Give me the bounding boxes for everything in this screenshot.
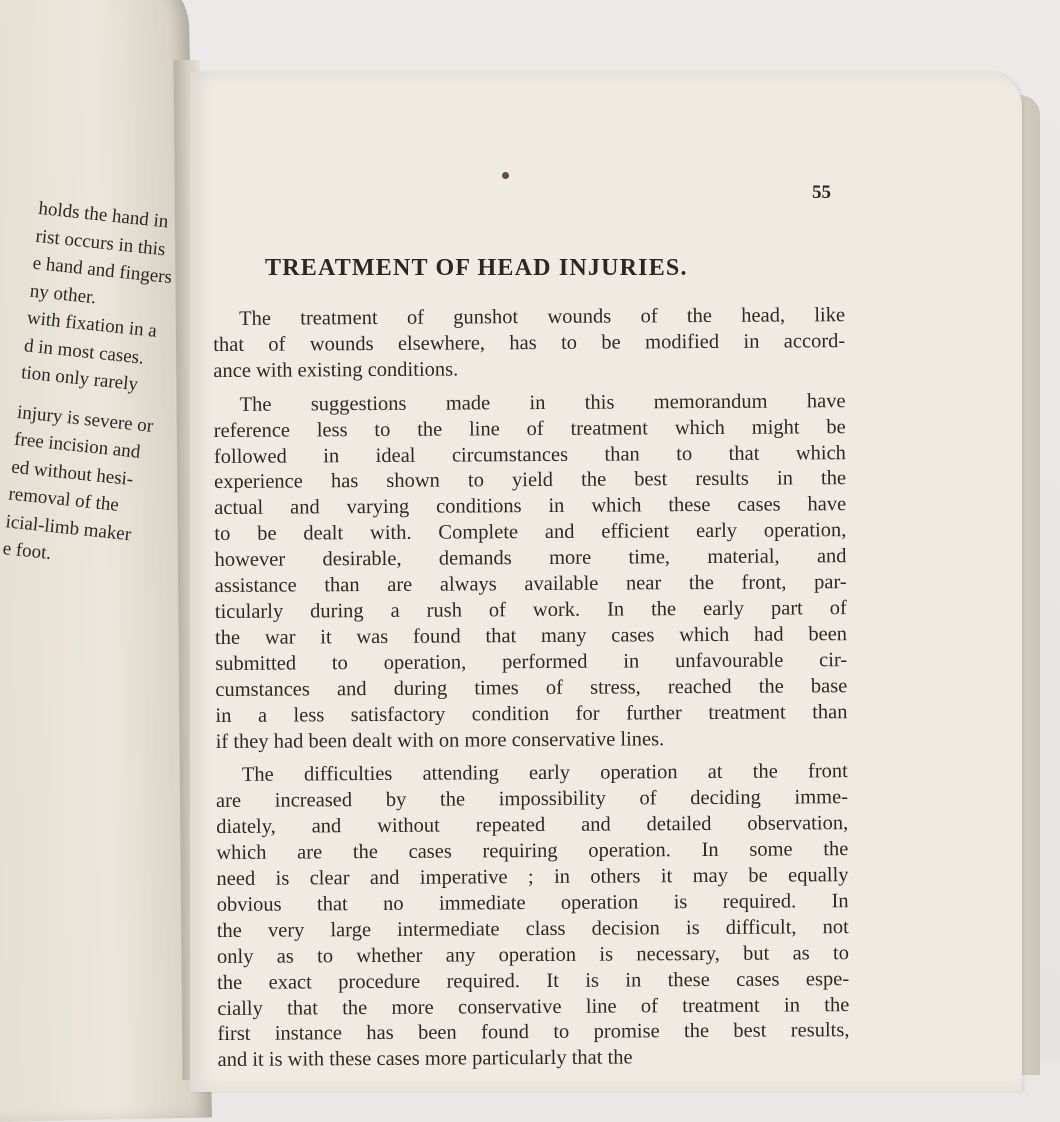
left-page-line: e foot. <box>1 538 53 565</box>
text-line: The suggestions made in this memorandum have <box>239 389 846 416</box>
left-page-line: rist occurs in this <box>34 225 167 260</box>
text-line: assistance than are always available near the front, par- <box>214 571 847 598</box>
left-page-line: tion only rarely <box>20 362 139 396</box>
text-line: The difficulties attending early operation at the front <box>241 760 848 787</box>
left-page-line: removal of the <box>7 483 120 516</box>
text-line: cially that the more conservative line of treatment in the <box>217 993 850 1020</box>
left-page-line: with fixation in a <box>25 307 158 342</box>
body-text <box>213 303 850 1082</box>
text-line: that of wounds elsewhere, has to be modified in accord- <box>213 330 846 356</box>
left-page-line: ny other. <box>28 280 98 308</box>
page-title: TREATMENT OF HEAD INJURIES. <box>265 255 688 281</box>
paper-speck <box>502 172 509 179</box>
text-line: ance with existing conditions. <box>213 358 459 382</box>
text-line: The treatment of gunshot wounds of the head, like <box>239 304 846 330</box>
text-line: only as to whether any operation is necessary, but as to <box>216 941 850 968</box>
text-line: need is clear and imperative ; in others it may be equally <box>216 864 849 891</box>
left-page-line: ed without hesi- <box>10 456 135 490</box>
text-line: the very large intermediate class decision is difficult, not <box>216 915 849 942</box>
text-line: however desirable, demands more time, material, and <box>214 545 847 572</box>
paragraph <box>214 389 848 756</box>
text-line: and it is with these cases more particularly that the <box>217 1046 633 1072</box>
left-page-line: holds the hand in <box>37 197 170 233</box>
left-page-line: free incision and <box>13 428 142 463</box>
text-line: actual and varying conditions in which these cases have <box>214 493 847 520</box>
text-line: in a less satisfactory condition for further treatment than <box>215 700 848 727</box>
text-line: reference less to the line of treatment which might be <box>213 415 846 442</box>
text-line: submitted to operation, performed in unfavourable cir- <box>215 648 848 675</box>
text-line: experience has shown to yield the best results in the <box>214 467 847 494</box>
left-page-line: injury is severe or <box>16 401 155 437</box>
text-line: ticularly during a rush of work. In the early part of <box>214 597 847 623</box>
text-line: to be dealt with. Complete and efficient early operation, <box>214 519 847 546</box>
text-line: the exact procedure required. It is in these cases espe- <box>217 967 850 994</box>
text-line: cumstances and during times of stress, reached the base <box>215 674 848 701</box>
text-line: which are the cases requiring operation. In some the <box>216 838 849 865</box>
page-number: 55 <box>812 182 831 203</box>
text-line: followed in ideal circumstances than to that which <box>213 441 846 468</box>
text-line: first instance has been found to promise the best results, <box>217 1019 850 1046</box>
text-line: if they had been dealt with on more conservative lines. <box>215 727 665 753</box>
text-line: the war it was found that many cases which had been <box>214 623 848 649</box>
paragraph <box>216 760 850 1075</box>
text-line: are increased by the impossibility of deciding imme- <box>215 786 849 813</box>
text-line: obvious that no immediate operation is required. In <box>216 890 849 916</box>
left-page-line: icial-limb maker <box>4 510 133 545</box>
left-page-line: d in most cases. <box>23 334 145 369</box>
left-page-line: e hand and fingers <box>31 252 173 289</box>
text-line: diately, and without repeated and detailed observation, <box>216 812 849 839</box>
paragraph <box>213 303 845 385</box>
